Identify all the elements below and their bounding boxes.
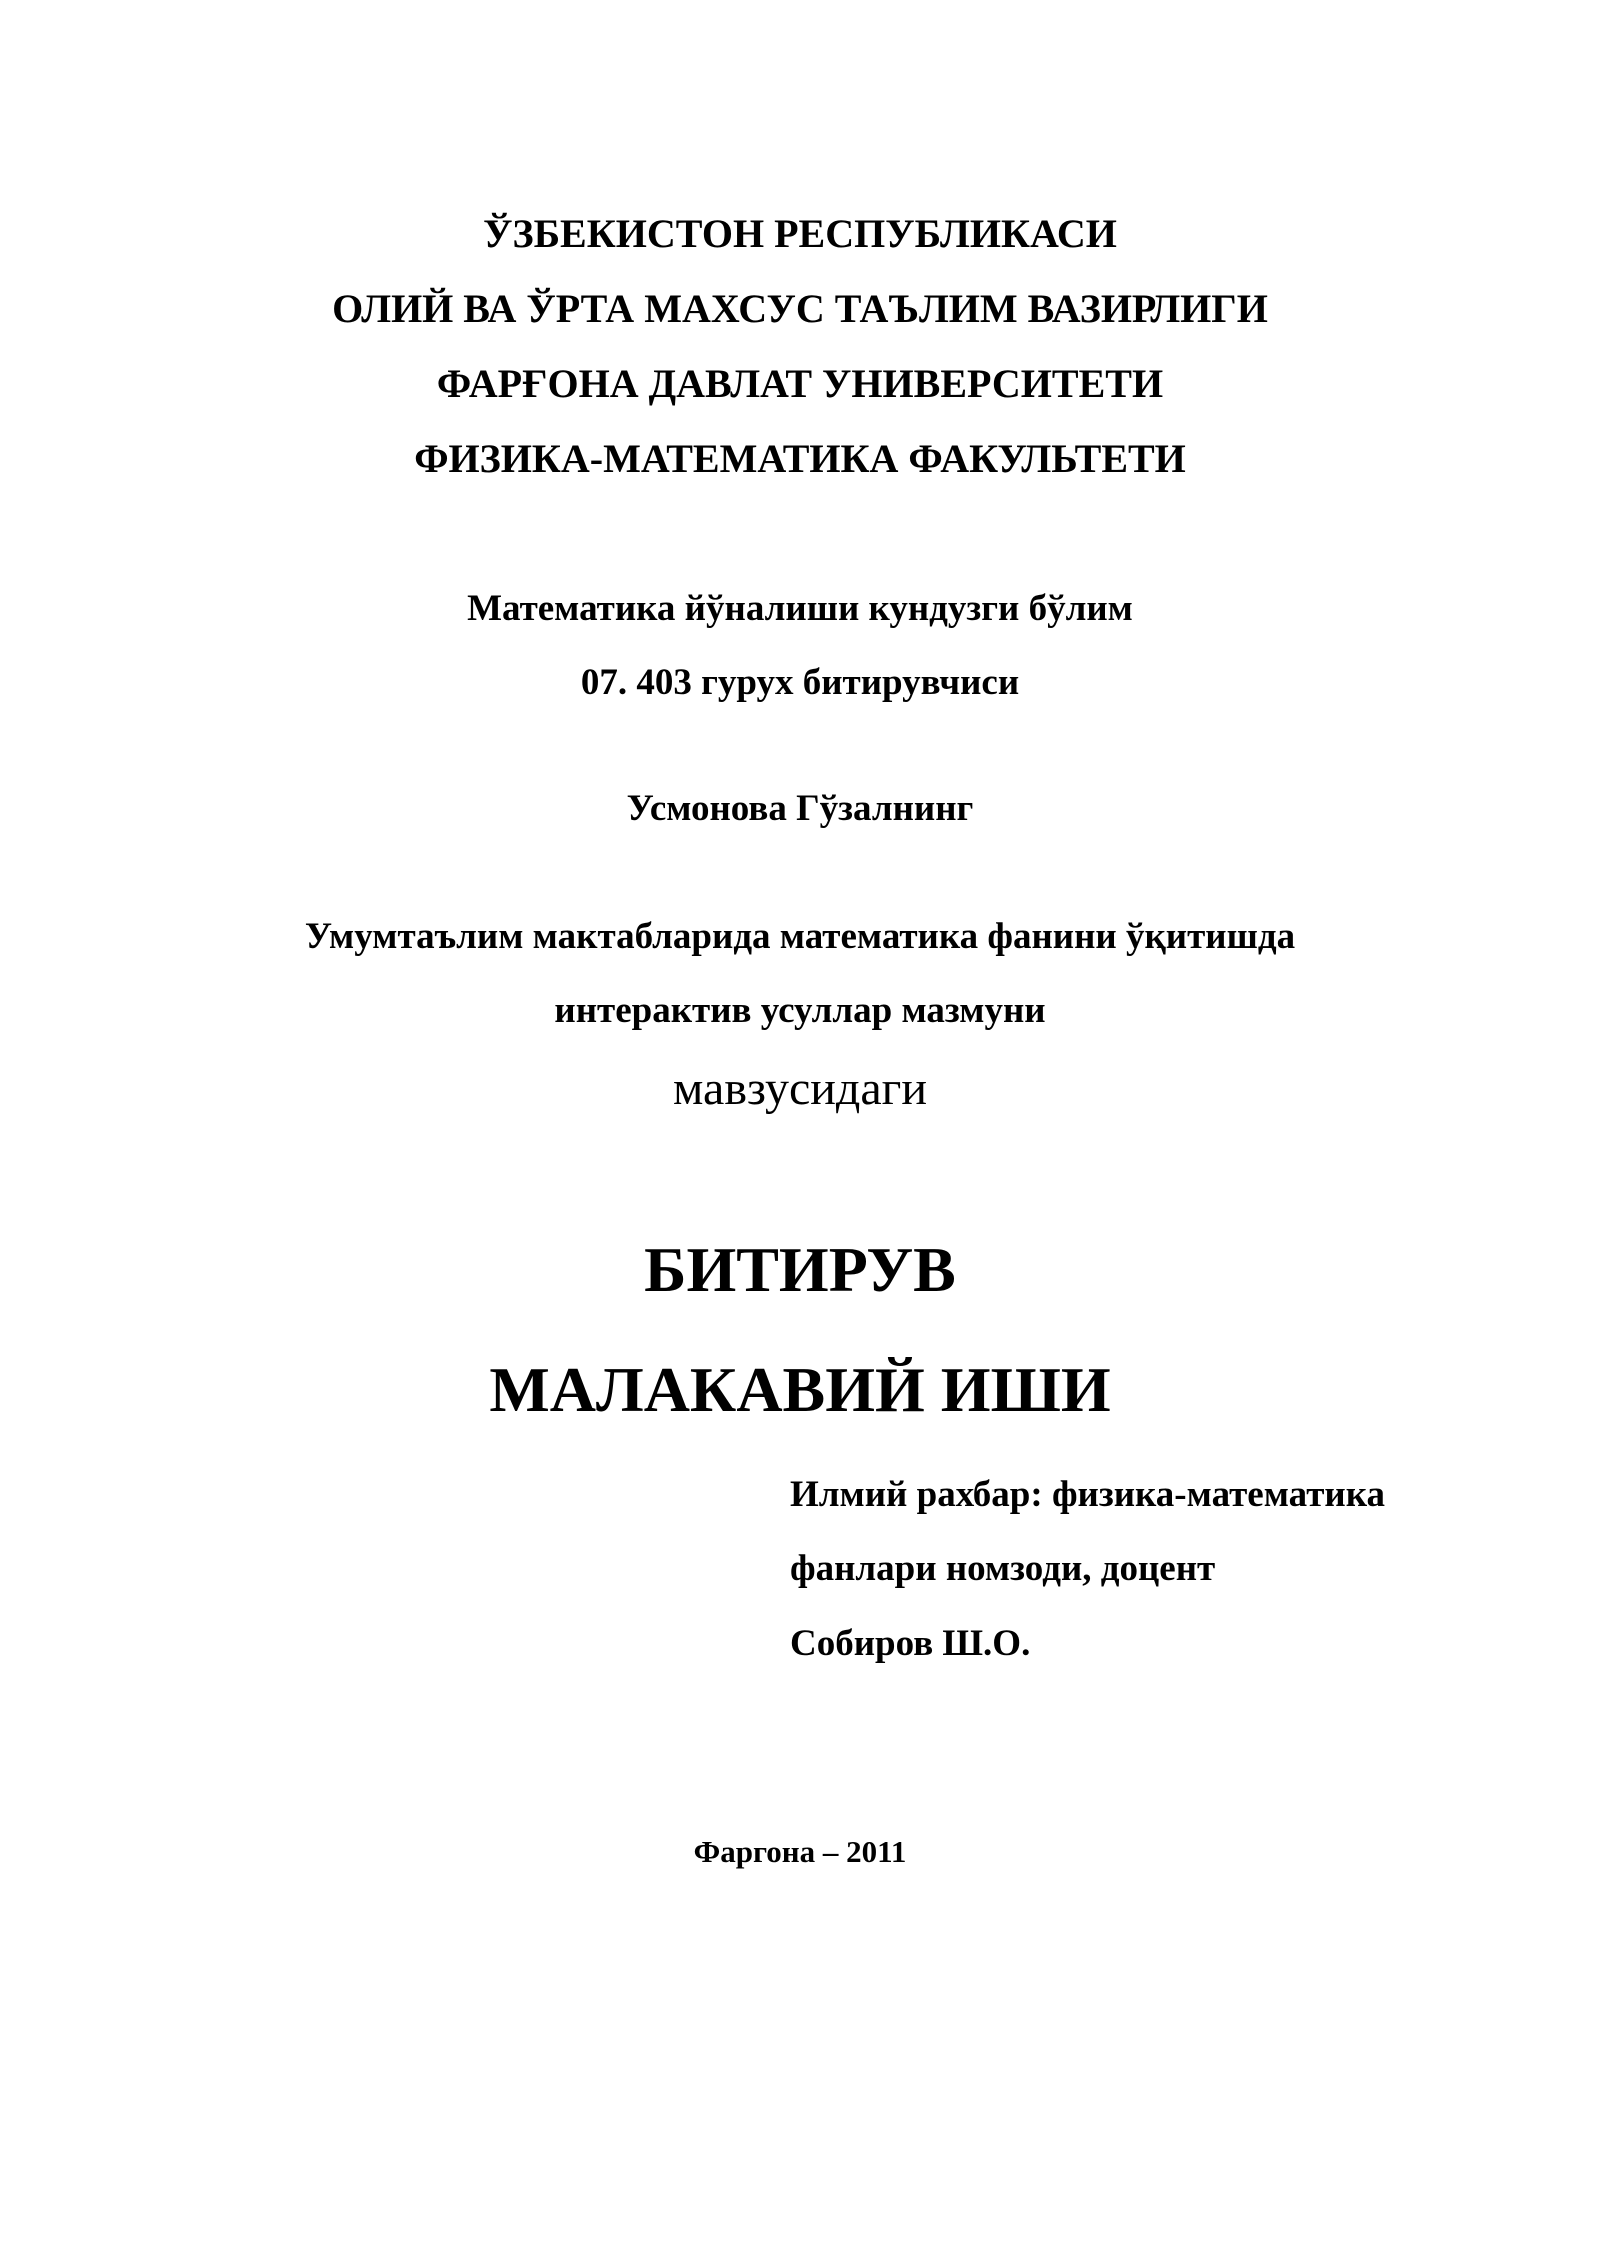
student-name: Усмонова Гўзалнинг xyxy=(626,788,974,829)
topic-line-2: интерактив усуллар мазмуни xyxy=(554,990,1046,1031)
supervisor-name: Собиров Ш.О. xyxy=(790,1623,1031,1664)
topic-suffix: мавзусидаги xyxy=(672,1062,928,1115)
supervisor-line-1: Илмий рахбар: физика-математика xyxy=(790,1474,1385,1515)
work-title-line-1: БИТИРУВ xyxy=(644,1234,956,1305)
topic-line-1: Умумтаълим мактабларида математика фанини ўқитишда xyxy=(304,916,1296,957)
university-heading: ФАРҒОНА ДАВЛАТ УНИВЕРСИТЕТИ xyxy=(436,361,1164,406)
ministry-heading: ОЛИЙ ВА ЎРТА МАХСУС ТАЪЛИМ ВАЗИРЛИГИ xyxy=(332,286,1268,331)
group-info: 07. 403 гурух битирувчиси xyxy=(580,662,1020,703)
work-title-line-2: МАЛАКАВИЙ ИШИ xyxy=(489,1354,1111,1425)
study-direction: Математика йўналиши кундузги бўлим xyxy=(467,588,1133,629)
place-year: Фаргона – 2011 xyxy=(693,1834,907,1869)
country-heading: ЎЗБЕКИСТОН РЕСПУБЛИКАСИ xyxy=(483,211,1117,256)
faculty-heading: ФИЗИКА-МАТЕМАТИКА ФАКУЛЬТЕТИ xyxy=(414,436,1186,481)
supervisor-line-2: фанлари номзоди, доцент xyxy=(790,1548,1216,1589)
